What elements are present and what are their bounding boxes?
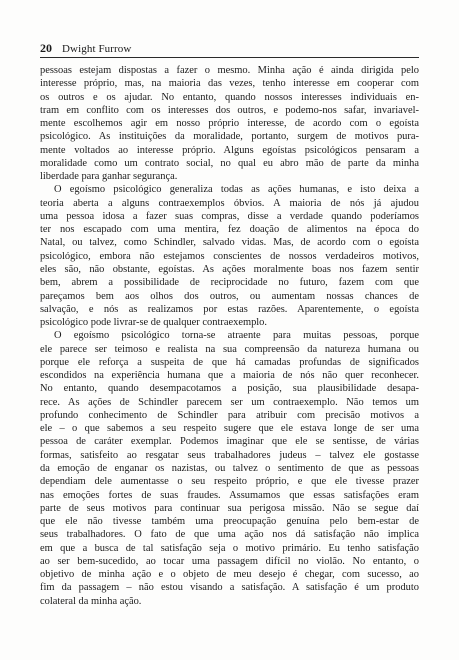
paragraph bbox=[40, 183, 419, 329]
text-line: dependiam dele aumentasse o seu respeito próprio, e que ele tivesse prazer bbox=[40, 476, 419, 488]
text-line: seus trabalhadores. O fato de que uma ação nos dá satisfação não implica bbox=[40, 529, 419, 541]
text-line: profundo conhecimento de Schindler para atribuir com precisão motivos a bbox=[40, 409, 419, 421]
text-line: porque ele reforça a suspeita de que há camadas profundas de significados bbox=[40, 356, 419, 368]
text-line: bem, abrem a possibilidade de reciprocidade no futuro, fazem com que bbox=[40, 277, 419, 289]
text-line: mente voltados ao interesse próprio. Alguns egoístas psicológicos pensaram a bbox=[40, 144, 419, 156]
text-line: pareçamos bem aos olhos dos outros, ou aumentam nossas chances de bbox=[40, 290, 419, 302]
text-line: No entanto, quando desempacotamos a posição, sua plausibilidade desapa- bbox=[40, 383, 419, 395]
text-line: ter nos escapado com uma mentira, fez doação de alimentos na época do bbox=[40, 224, 419, 236]
text-line: moralidade como um contrato social, no qual eu abro mão de parte da minha bbox=[40, 157, 419, 169]
running-title: Dwight Furrow bbox=[62, 43, 132, 55]
text-line: O egoísmo psicológico generaliza todas as ações humanas, e isto deixa a bbox=[54, 184, 419, 196]
text-line: ele parece ser teimoso e realista na sua compreensão da natureza humana ou bbox=[40, 343, 419, 355]
text-line: escondidos na experiência humana que a maioria de nós não quer reconhecer. bbox=[40, 370, 419, 382]
text-line: O egoísmo psicológico torna-se atraente para muitas pessoas, porque bbox=[54, 330, 419, 342]
text-line: que ele não tivesse também uma preocupação genuína pelo bem-estar de bbox=[40, 516, 419, 528]
text-line: ao ser bem-sucedido, ao tocar uma passagem difícil no violão. No entanto, o bbox=[40, 555, 419, 567]
body-text bbox=[40, 64, 419, 608]
text-line: interesse próprio, mas, na maioria das vezes, tenho interesse em cooperar com bbox=[40, 78, 419, 90]
text-line: salvação, e nós as realizamos por estas razões. Aparentemente, o egoísta bbox=[40, 303, 419, 315]
text-line: rece. As ações de Schindler parecem ser um contraexemplo. Não temos um bbox=[40, 396, 419, 408]
text-line: psicológico. As instituições da moralidade, portanto, surgem de motivos pura- bbox=[40, 131, 419, 143]
running-head bbox=[40, 39, 419, 55]
text-line: da emoção de enganar os nazistas, ou talvez o sentimento de que as pessoas bbox=[40, 462, 419, 474]
header-rule bbox=[40, 57, 419, 58]
text-line: Natal, ou talvez, como Schindler, salvado vidas. Mas, de acordo com o egoísta bbox=[40, 237, 419, 249]
text-line: os outros e os ajudar. No entanto, quando nossos interesses individuais en- bbox=[40, 91, 419, 103]
text-line: ele – o que sabemos a seu respeito sugere que ele estava longe de ser uma bbox=[40, 423, 419, 435]
text-line: mente escolhemos agir em nosso próprio interesse, de acordo com o egoísta bbox=[40, 118, 419, 130]
text-line: liberdade para ganhar segurança. bbox=[40, 171, 178, 183]
text-line: fim da passagem – não estou visando a satisfação. A satisfação é um produto bbox=[40, 582, 419, 594]
text-line: objetivo de minha ação e o objeto de meu desejo é chegar, com sucesso, ao bbox=[40, 569, 419, 581]
text-line: tram em conflito com os interesses dos outros, e podemo-nos safar, invariavel- bbox=[40, 104, 419, 116]
text-line: nas emoções fortes de suas fraudes. Assumamos que essas satisfações eram bbox=[40, 489, 419, 501]
text-line: psicológico pode livrar-se de qualquer contraexemplo. bbox=[40, 317, 268, 329]
text-line: formas, satisfeito ao resgatar seus trabalhadores judeus – talvez ele gostasse bbox=[40, 449, 419, 461]
text-line: colateral da minha ação. bbox=[40, 595, 142, 607]
paragraph bbox=[40, 329, 419, 608]
text-line: psicológico, embora não estejamos conscientes de nossos verdadeiros motivos, bbox=[40, 250, 419, 262]
text-line: em que a busca de tal satisfação seja o motivo primário. Eu tenho satisfação bbox=[40, 542, 419, 554]
paragraph bbox=[40, 64, 419, 183]
page-number: 20 bbox=[40, 41, 52, 55]
text-line: teoria aberta a alguns contraexemplos óbvios. A maioria de nós já ajudou bbox=[40, 197, 419, 209]
text-line: pessoas estejam dispostas a fazer o mesmo. Minha ação é ainda dirigida pelo bbox=[40, 65, 419, 76]
text-line: pessoa de caráter exemplar. Podemos imaginar que ele se sentisse, de várias bbox=[40, 436, 419, 448]
text-line: eles são, não obstante, egoístas. As ações moralmente boas nos fazem sentir bbox=[40, 263, 419, 275]
text-line: parte de seus motivos para continuar sua perigosa missão. Não se segue daí bbox=[40, 502, 419, 514]
text-line: uma pessoa idosa a fazer suas compras, disse a verdade quando poderíamos bbox=[40, 210, 419, 222]
